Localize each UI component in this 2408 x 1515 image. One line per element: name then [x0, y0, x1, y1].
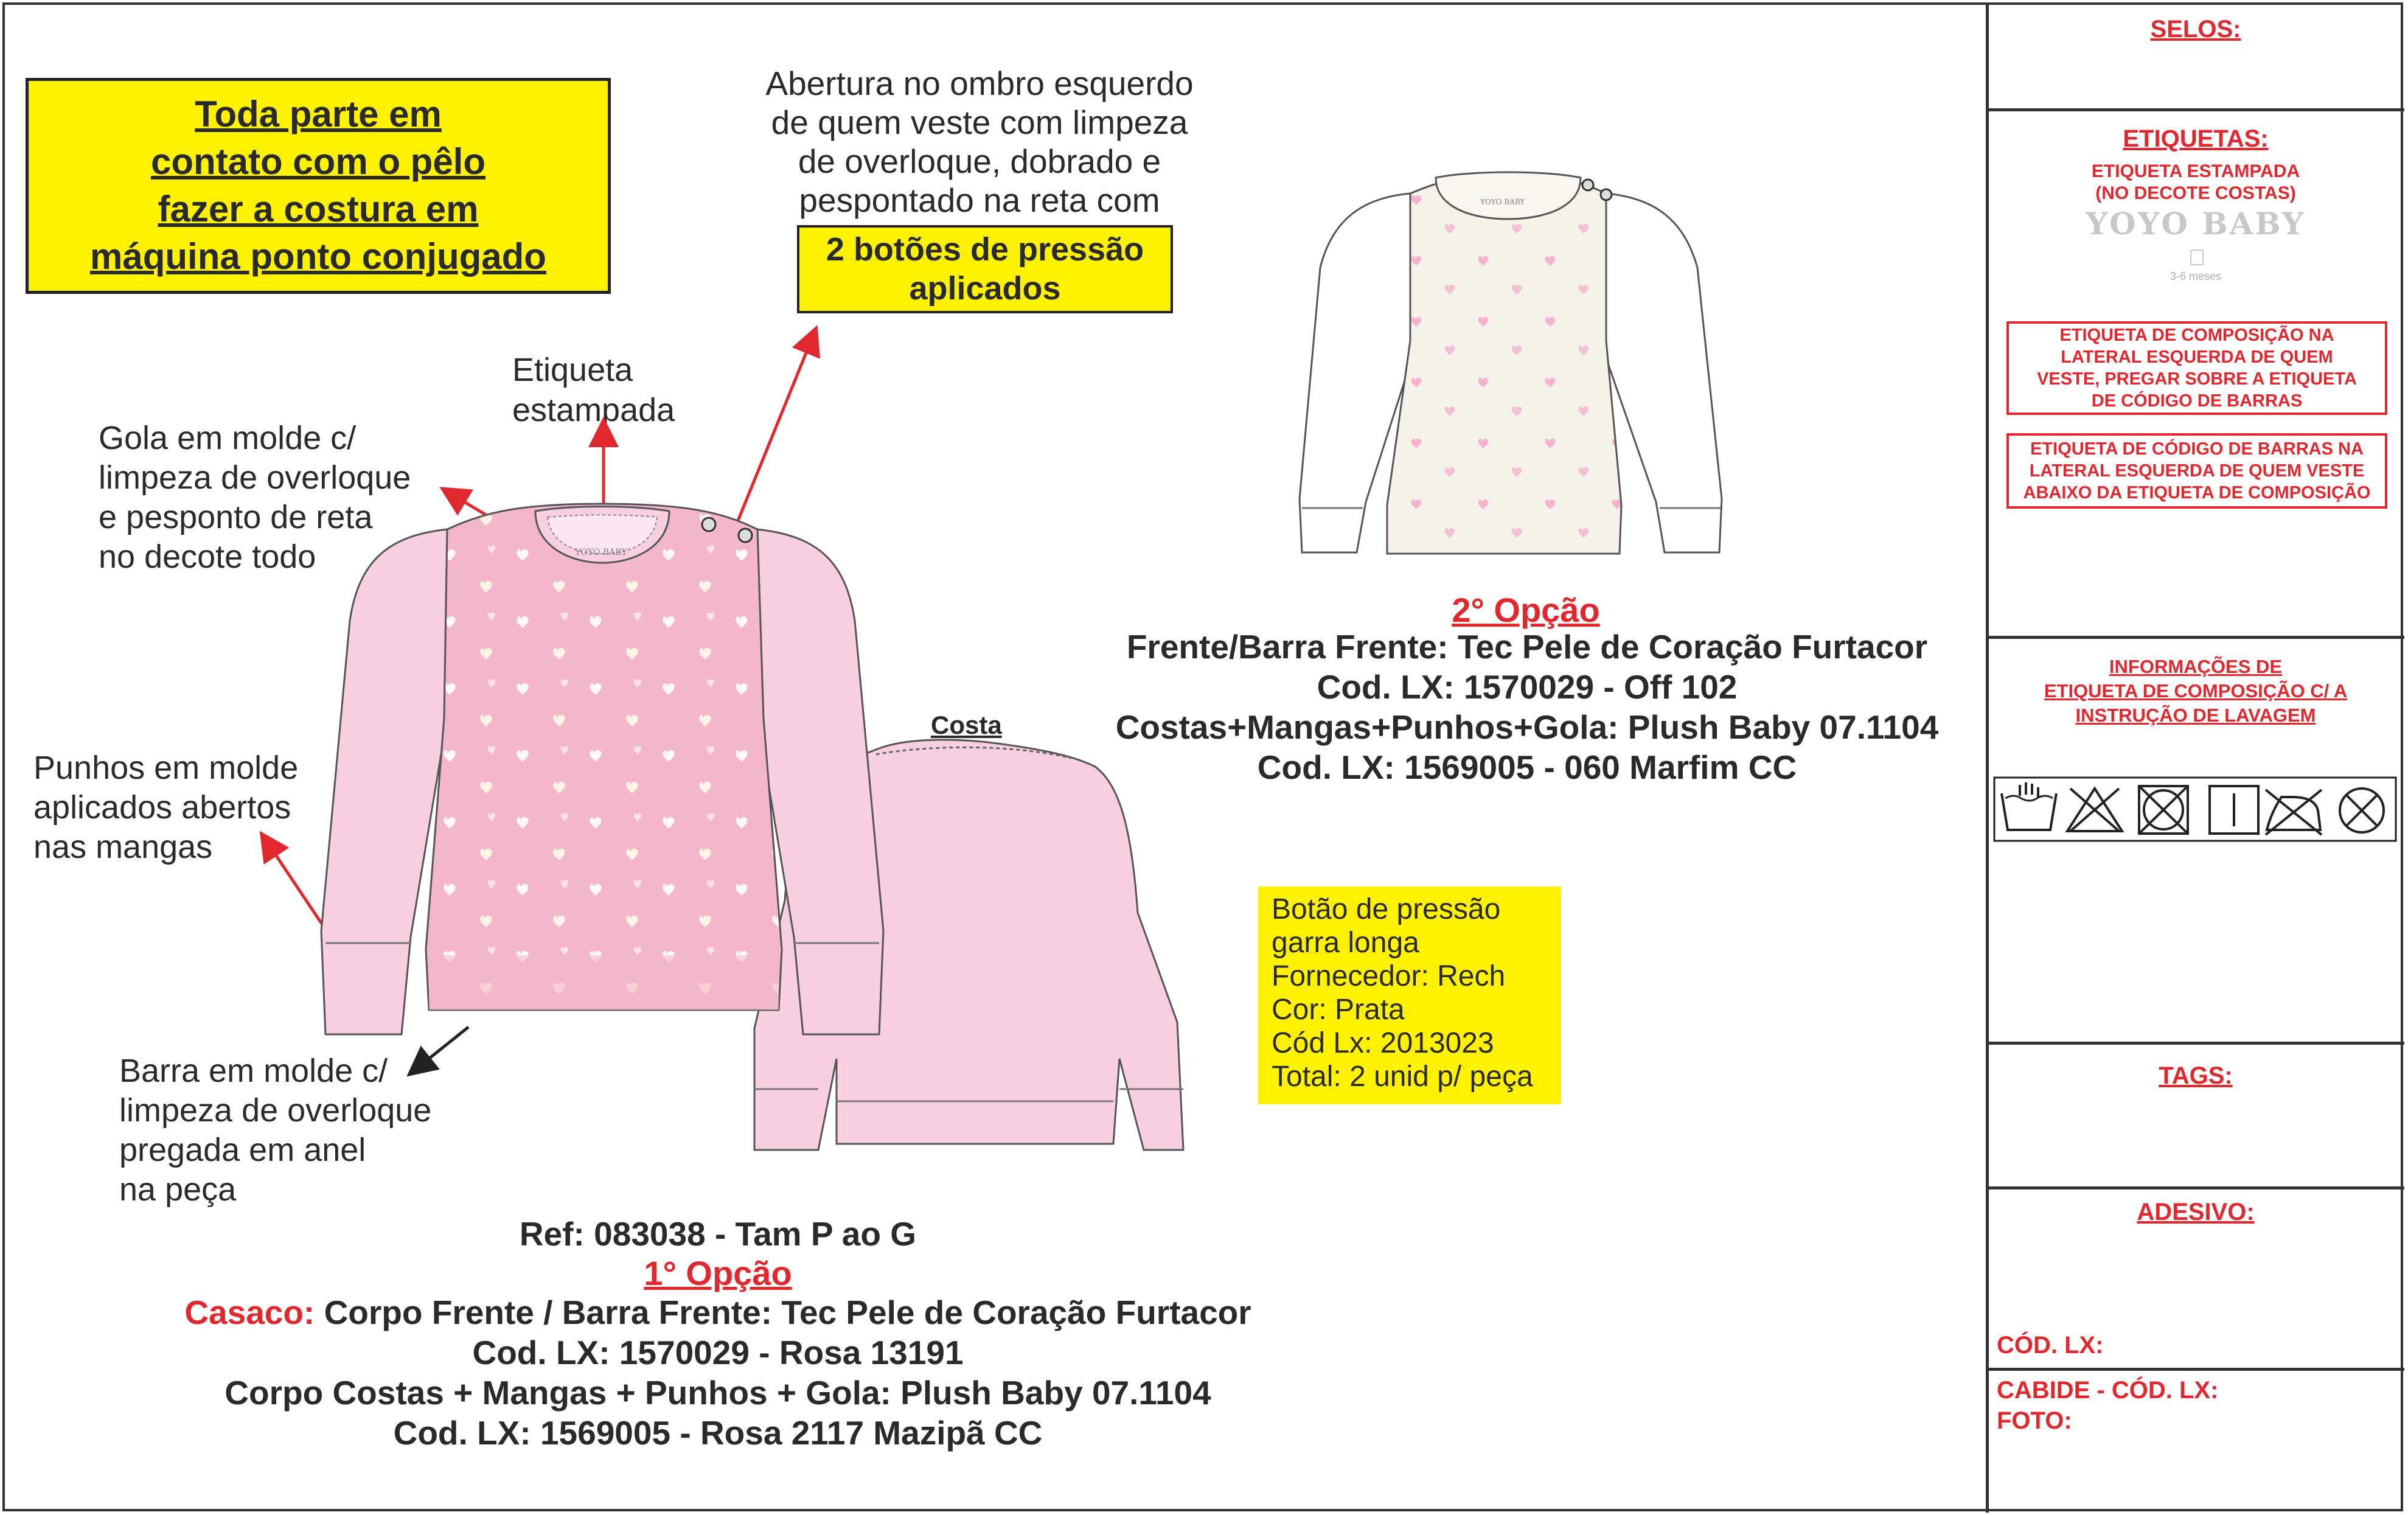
- back-view-label: Costa: [931, 711, 1002, 739]
- collar-note: Gola em molde c/ limpeza de overloque e pesponto de reta no decote todo: [99, 420, 411, 575]
- option-1-title: 1° Opção: [644, 1254, 792, 1292]
- hem-arrow: [414, 1027, 468, 1071]
- sidebar-divider: [1987, 1186, 2404, 1189]
- printed-label-note: ETIQUETA ESTAMPADA (NO DECOTE COSTAS): [2091, 161, 2300, 203]
- button-spec-text: Botão de pressão garra longa Fornecedor: Rech Cor: Prata Cód Lx: 2013023 Total: 2 unid p/ peça: [1272, 893, 1533, 1093]
- snap-button-callout-text: 2 botões de pressão aplicados: [826, 231, 1144, 307]
- shoulder-arrow: [735, 333, 814, 528]
- front-brand-label: YOYO BABY: [575, 548, 627, 557]
- option-2-line: Cod. LX: 1570029 - Off 102: [1317, 668, 1738, 706]
- sidebar-divider: [1987, 636, 2404, 639]
- hem-note: Barra em molde c/ limpeza de overloque pregada em anel na peça: [119, 1053, 432, 1208]
- casaco-label: Casaco:: [184, 1294, 315, 1331]
- button-spec-box: [1258, 886, 1561, 1104]
- sidebar-divider: [1987, 1368, 2404, 1371]
- option-1-line: Corpo Costas + Mangas + Punhos + Gola: Plush Baby 07.1104: [224, 1374, 1211, 1412]
- selos-heading: SELOS:: [2150, 16, 2241, 43]
- tags-heading: TAGS:: [2159, 1062, 2233, 1089]
- adesivo-heading: ADESIVO:: [2137, 1199, 2255, 1225]
- collar-arrow: [447, 492, 490, 517]
- sidebar-divider: [1987, 108, 2404, 111]
- front-view-sweater: [321, 504, 883, 1034]
- etiquetas-heading: ETIQUETAS:: [2123, 125, 2269, 152]
- no-bleach-icon: [2067, 789, 2122, 831]
- line-dry-icon: [2210, 786, 2258, 834]
- option-2-sweater: [1300, 172, 1722, 554]
- cuff-note: Punhos em molde aplicados abertos nas mangas: [33, 750, 299, 865]
- cod-lx-field: CÓD. LX:: [1997, 1332, 2104, 1359]
- composition-label-box: ETIQUETA DE COMPOSIÇÃO NA LATERAL ESQUERDA DE QUEM VESTE, PREGAR SOBRE A ETIQUETA DE CÓDIGO DE BARRAS: [2006, 321, 2387, 415]
- brand-size-text: 3-6 meses: [2170, 270, 2222, 282]
- option-2-title: 2° Opção: [1452, 591, 1600, 629]
- label-note: Etiqueta estampada: [512, 352, 675, 428]
- reference-line: Ref: 083038 - Tam P ao G: [519, 1215, 917, 1253]
- hand-wash-icon: [2002, 782, 2056, 830]
- no-dry-clean-icon: [2340, 789, 2384, 832]
- option-2-brand-label: YOYO BABY: [1480, 198, 1525, 206]
- brand-logo: YOYO BABY: [2086, 206, 2306, 242]
- barcode-label-box: ETIQUETA DE CÓDIGO DE BARRAS NA LATERAL ESQUERDA DE QUEM VESTE ABAIXO DA ETIQUETA DE COMPOSIÇÃO: [2006, 433, 2387, 509]
- option-1-line: Cod. LX: 1569005 - Rosa 2117 Mazipã CC: [393, 1414, 1043, 1452]
- shoulder-opening-note: Abertura no ombro esquerdo de quem veste com limpeza de overloque, dobrado e pespontado na reta com: [765, 64, 1194, 219]
- option-1-line: Cod. LX: 1570029 - Rosa 13191: [472, 1334, 964, 1371]
- option-1-line: Corpo Frente / Barra Frente: Tec Pele de Coração Furtacor: [324, 1294, 1251, 1331]
- no-tumble-dry-icon: [2139, 786, 2188, 834]
- seam-callout-text: Toda parte em contato com o pêlo fazer a costura em máquina ponto conjugado: [90, 94, 546, 277]
- option-2-line: Costas+Mangas+Punhos+Gola: Plush Baby 07.1104: [1115, 708, 1939, 746]
- sidebar-divider: [1987, 1042, 2404, 1045]
- no-iron-icon: [2266, 790, 2322, 835]
- composition-info-heading: INFORMAÇÕES DE ETIQUETA DE COMPOSIÇÃO C/ A INSTRUÇÃO DE LAVAGEM: [2044, 656, 2348, 726]
- foto-field: FOTO:: [1997, 1407, 2072, 1434]
- care-symbols: [1993, 776, 2398, 843]
- cabide-field: CABIDE - CÓD. LX:: [1997, 1377, 2219, 1404]
- size-tag-icon: [2190, 249, 2204, 265]
- option-2-line: Frente/Barra Frente: Tec Pele de Coração Furtacor: [1126, 628, 1928, 666]
- cuff-arrow: [265, 838, 322, 925]
- option-1-spec: [91, 1292, 1345, 1453]
- option-2-line: Cod. LX: 1569005 - 060 Marfim CC: [1257, 748, 1797, 786]
- option-2-spec: [1083, 627, 1971, 787]
